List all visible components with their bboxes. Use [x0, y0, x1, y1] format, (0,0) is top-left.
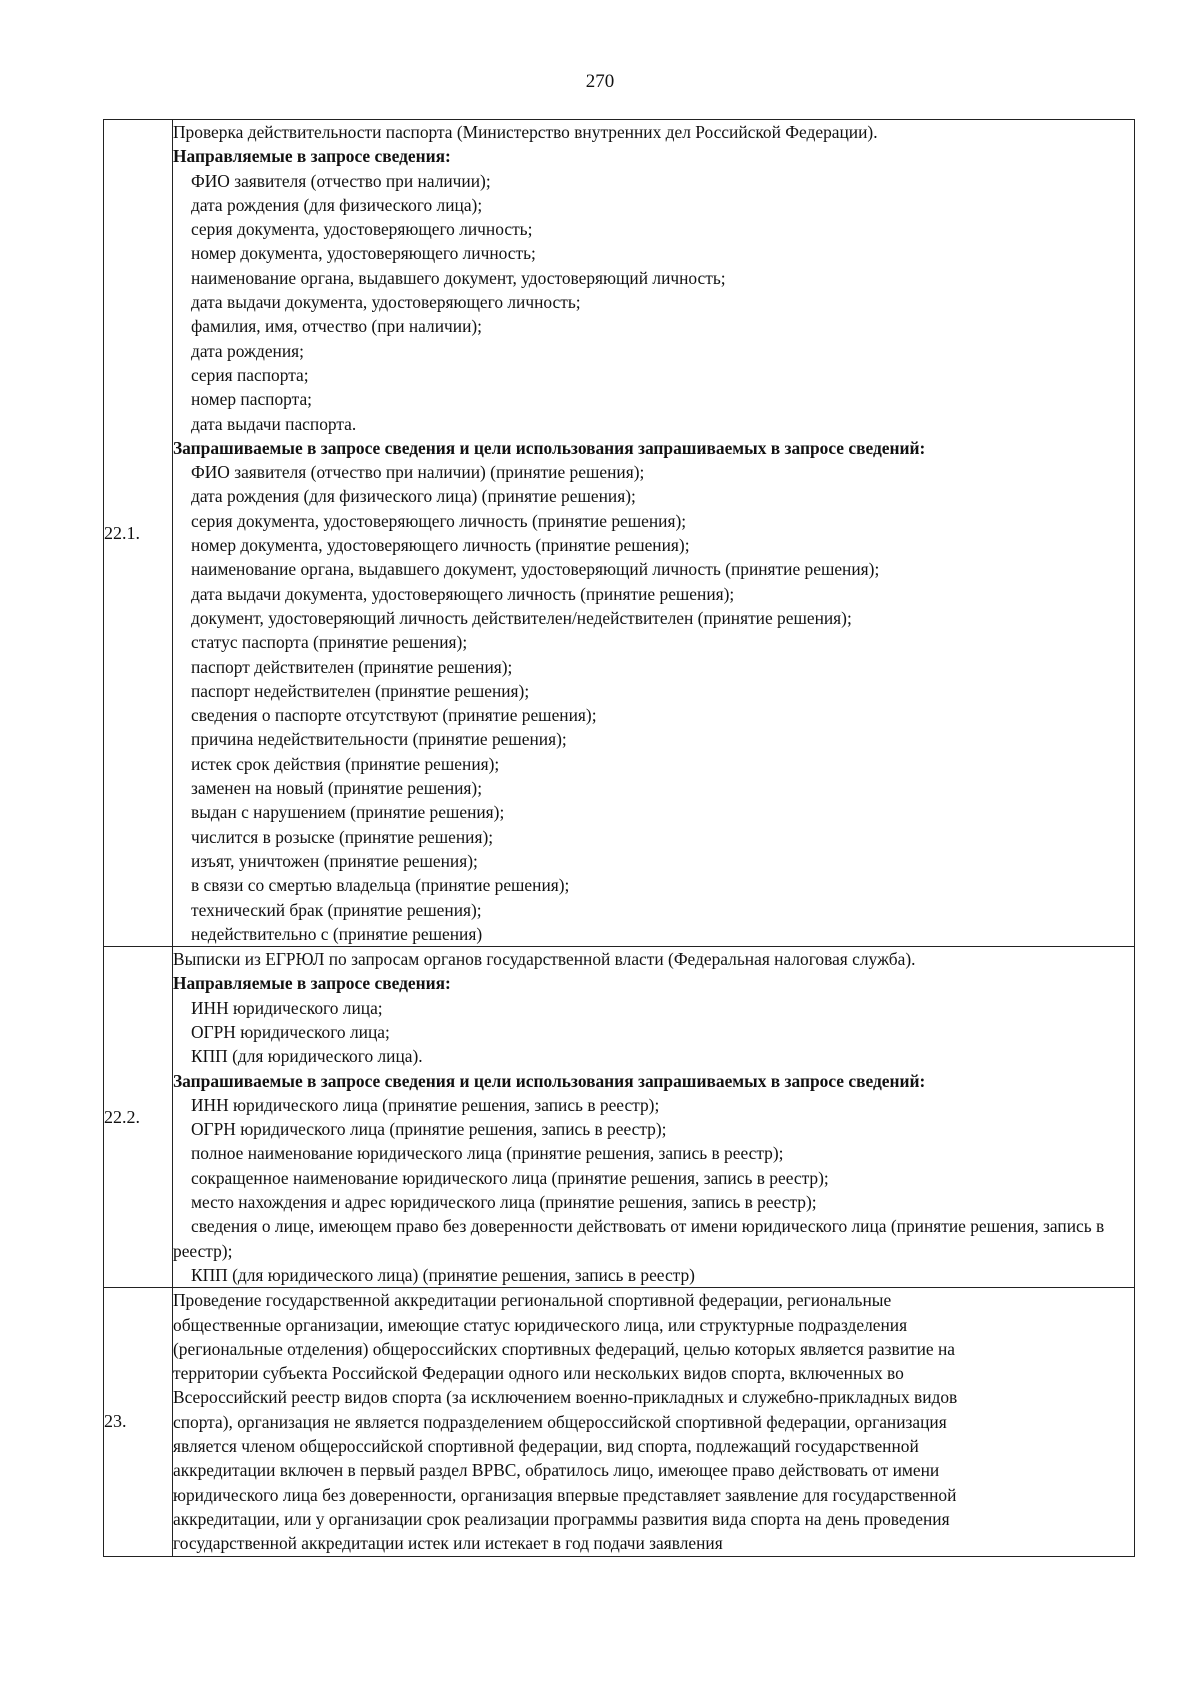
paragraph-line: Проведение государственной аккредитации региональной спортивной федерации, региональные	[173, 1290, 892, 1311]
requested-item: статус паспорта (принятие решения);	[191, 632, 468, 653]
requested-item: наименование органа, выдавшего документ, удостоверяющий личность (принятие решения);	[191, 559, 880, 580]
requested-item: документ, удостоверяющий личность действителен/недействителен (принятие решения);	[191, 607, 852, 628]
sent-item: фамилия, имя, отчество (при наличии);	[191, 316, 482, 337]
requested-list	[173, 460, 1134, 946]
paragraph-line: территории субъекта Российской Федерации одного или нескольких видов спорта, включенных во	[173, 1363, 904, 1384]
paragraph-line: является членом общероссийской спортивной федерации, вид спорта, подлежащий государственной	[173, 1436, 919, 1457]
row-content	[173, 947, 1135, 1288]
requested-item: выдан с нарушением (принятие решения);	[191, 802, 505, 823]
paragraph-line: аккредитации, или у организации срок реализации программы развития вида спорта на день проведения	[173, 1508, 950, 1529]
sent-item: ИНН юридического лица;	[191, 997, 383, 1018]
requested-item: сокращенное наименование юридического лица (принятие решения, запись в реестр);	[191, 1167, 829, 1188]
row-number: 22.1.	[104, 120, 173, 947]
sent-heading: Направляемые в запросе сведения:	[173, 146, 451, 167]
paragraph-line: (региональные отделения) общероссийских спортивных федераций, целью которых является развитие на	[173, 1338, 956, 1359]
requested-item: числится в розыске (принятие решения);	[191, 826, 494, 847]
sent-item: серия документа, удостоверяющего личность;	[191, 219, 533, 240]
services-table	[103, 119, 1135, 1557]
sent-item: ОГРН юридического лица;	[191, 1021, 390, 1042]
requested-item: дата рождения (для физического лица) (принятие решения);	[191, 486, 636, 507]
requested-item: истек срок действия (принятие решения);	[191, 753, 500, 774]
row-number: 22.2.	[104, 947, 173, 1288]
requested-item: сведения о лице, имеющем право без доверенности действовать от имени юридического лица (принятие решения, запись в реестр);	[173, 1216, 1105, 1261]
table-row	[104, 120, 1135, 947]
sent-item: наименование органа, выдавшего документ, удостоверяющий личность;	[191, 267, 726, 288]
requested-heading: Запрашиваемые в запросе сведения и цели использования запрашиваемых в запросе сведений:	[173, 437, 926, 458]
requested-item: причина недействительности (принятие решения);	[191, 729, 567, 750]
requested-item: в связи со смертью владельца (принятие решения);	[191, 875, 570, 896]
requested-item: место нахождения и адрес юридического лица (принятие решения, запись в реестр);	[191, 1192, 817, 1213]
requested-item: дата выдачи документа, удостоверяющего личность (принятие решения);	[191, 583, 735, 604]
paragraph-line: спорта), организация не является подразделением общероссийской спортивной федерации, организация	[173, 1411, 947, 1432]
sent-item: номер документа, удостоверяющего личность;	[191, 243, 536, 264]
row-paragraph	[173, 1288, 1134, 1555]
paragraph-line: юридического лица без доверенности, организация впервые представляет заявление для государственной	[173, 1484, 957, 1505]
requested-item: сведения о паспорте отсутствуют (принятие решения);	[191, 705, 597, 726]
row-title: Проверка действительности паспорта (Министерство внутренних дел Российской Федерации).	[173, 122, 878, 142]
requested-item: серия документа, удостоверяющего личность (принятие решения);	[191, 510, 687, 531]
paragraph-line: государственной аккредитации истек или истекает в год подачи заявления	[173, 1533, 723, 1554]
sent-item: дата рождения (для физического лица);	[191, 194, 483, 215]
requested-item: недействительно с (принятие решения)	[191, 923, 483, 944]
sent-heading: Направляемые в запросе сведения:	[173, 973, 451, 994]
requested-list	[173, 1093, 1134, 1214]
table-row	[104, 947, 1135, 1288]
sent-list	[173, 996, 1134, 1069]
paragraph-line: общественные организации, имеющие статус юридического лица, или структурные подразделения	[173, 1314, 908, 1335]
requested-item: паспорт действителен (принятие решения);	[191, 656, 513, 677]
requested-item: паспорт недействителен (принятие решения);	[191, 680, 530, 701]
requested-item: номер документа, удостоверяющего личность (принятие решения);	[191, 535, 690, 556]
requested-item: заменен на новый (принятие решения);	[191, 778, 483, 799]
sent-item: дата рождения;	[191, 340, 304, 361]
requested-item: КПП (для юридического лица) (принятие решения, запись в реестр)	[191, 1264, 695, 1285]
requested-heading: Запрашиваемые в запросе сведения и цели использования запрашиваемых в запросе сведений:	[173, 1070, 926, 1091]
paragraph-line: аккредитации включен в первый раздел ВРВС, обратилось лицо, имеющее право действовать от имени	[173, 1460, 940, 1481]
row-number: 23.	[104, 1288, 173, 1556]
requested-item: ОГРН юридического лица (принятие решения, запись в реестр);	[191, 1119, 667, 1140]
requested-item: изъят, уничтожен (принятие решения);	[191, 850, 478, 871]
sent-item: номер паспорта;	[191, 389, 313, 410]
table-row	[104, 1288, 1135, 1556]
row-content	[173, 1288, 1135, 1556]
row-content	[173, 120, 1135, 947]
paragraph-line: Всероссийский реестр видов спорта (за исключением военно-прикладных и служебно-прикладных видов	[173, 1387, 958, 1408]
page-number: 270	[585, 71, 615, 92]
sent-item: дата выдачи документа, удостоверяющего личность;	[191, 292, 581, 313]
requested-item: ФИО заявителя (отчество при наличии) (принятие решения);	[191, 462, 645, 483]
sent-item: серия паспорта;	[191, 364, 309, 385]
sent-item: дата выдачи паспорта.	[191, 413, 357, 434]
row-title: Выписки из ЕГРЮЛ по запросам органов государственной власти (Федеральная налоговая служба).	[173, 949, 916, 970]
sent-item: КПП (для юридического лица).	[191, 1046, 423, 1067]
sent-item: ФИО заявителя (отчество при наличии);	[191, 170, 491, 191]
requested-item: технический брак (принятие решения);	[191, 899, 482, 920]
sent-list	[173, 169, 1134, 436]
requested-item: ИНН юридического лица (принятие решения, запись в реестр);	[191, 1094, 660, 1115]
requested-item: полное наименование юридического лица (принятие решения, запись в реестр);	[191, 1143, 784, 1164]
